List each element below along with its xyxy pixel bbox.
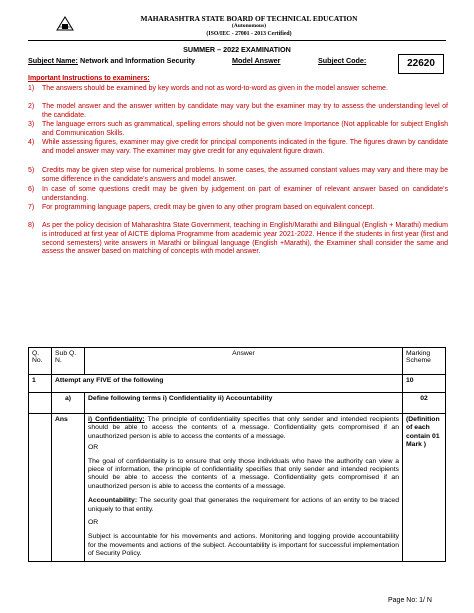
table-header-row: [29, 348, 446, 375]
subquestion-marks: 02: [403, 393, 446, 414]
question-marks: 10: [403, 375, 446, 393]
accountability-subject: Subject is accountable for his movements and actions. Monitoring and logging provide accountability for the movements and actions of the subject. Accountability is important for successful implementation of Security Policy.: [88, 533, 399, 558]
answer-body: [85, 414, 403, 562]
accountability-definition: The security goal that generates the requirement for actions of an entity to be traced uniquely to that entity.: [88, 497, 399, 513]
header-answer: Answer: [85, 348, 403, 375]
or-separator: OR: [88, 444, 99, 452]
confidentiality-term: i) Confidentiality:: [88, 416, 145, 423]
question-number: 1: [29, 375, 52, 393]
subject-code-label: Subject Code:: [318, 56, 367, 65]
table-row: [29, 414, 446, 562]
subject-name-label: Subject Name:: [28, 56, 78, 65]
answer-table: [28, 347, 446, 562]
model-answer-label: Model Answer: [232, 56, 281, 65]
answer-label: Ans: [52, 414, 85, 562]
board-name: MAHARASHTRA STATE BOARD OF TECHNICAL EDUCATION: [140, 14, 358, 23]
instructions-heading: Important Instructions to examiners:: [28, 75, 150, 82]
subject-name: Network and Information Security: [80, 56, 196, 65]
table-row: [29, 375, 446, 393]
confidentiality-definition: The principle of confidentiality specifies that only sender and intended recipients should be able to access the contents of a message. Confidentiality gets compromised if an unauthorized person is able to access the contents of a message.: [88, 416, 399, 440]
page-number: Page No: 1/ N: [388, 597, 432, 604]
or-separator: OR: [88, 519, 99, 527]
question-text: Attempt any FIVE of the following: [52, 375, 403, 393]
header-sub-q: Sub Q. N.: [52, 348, 85, 375]
autonomous-label: (Autonomous): [231, 23, 267, 29]
subject-code: 22620: [398, 54, 444, 74]
header-marking: Marking Scheme: [403, 348, 446, 375]
exam-title: SUMMER – 2022 EXAMINATION: [183, 45, 291, 54]
subquestion-text: Define following terms i) Confidentiality ii) Accountability: [85, 393, 403, 414]
accountability-term: Accountability:: [88, 497, 138, 505]
iso-label: (ISO/IEC - 27001 - 2013 Certified): [206, 31, 292, 37]
table-row: [29, 393, 446, 414]
subquestion-number: a): [52, 393, 85, 414]
header-divider: [28, 40, 446, 41]
header-q-no: Q. No.: [29, 348, 52, 375]
confidentiality-goal: The goal of confidentiality is to ensure that only those individuals who have the authority can view a piece of information, the principle of confidentiality specifies that only sender and intended recipients should be able to access the contents of a message. Confidentiality gets compromised if an unauthorized person is able to access the contents of a message.: [88, 457, 399, 490]
answer-marks: (Definition of each contain 01 Mark ): [403, 414, 446, 562]
